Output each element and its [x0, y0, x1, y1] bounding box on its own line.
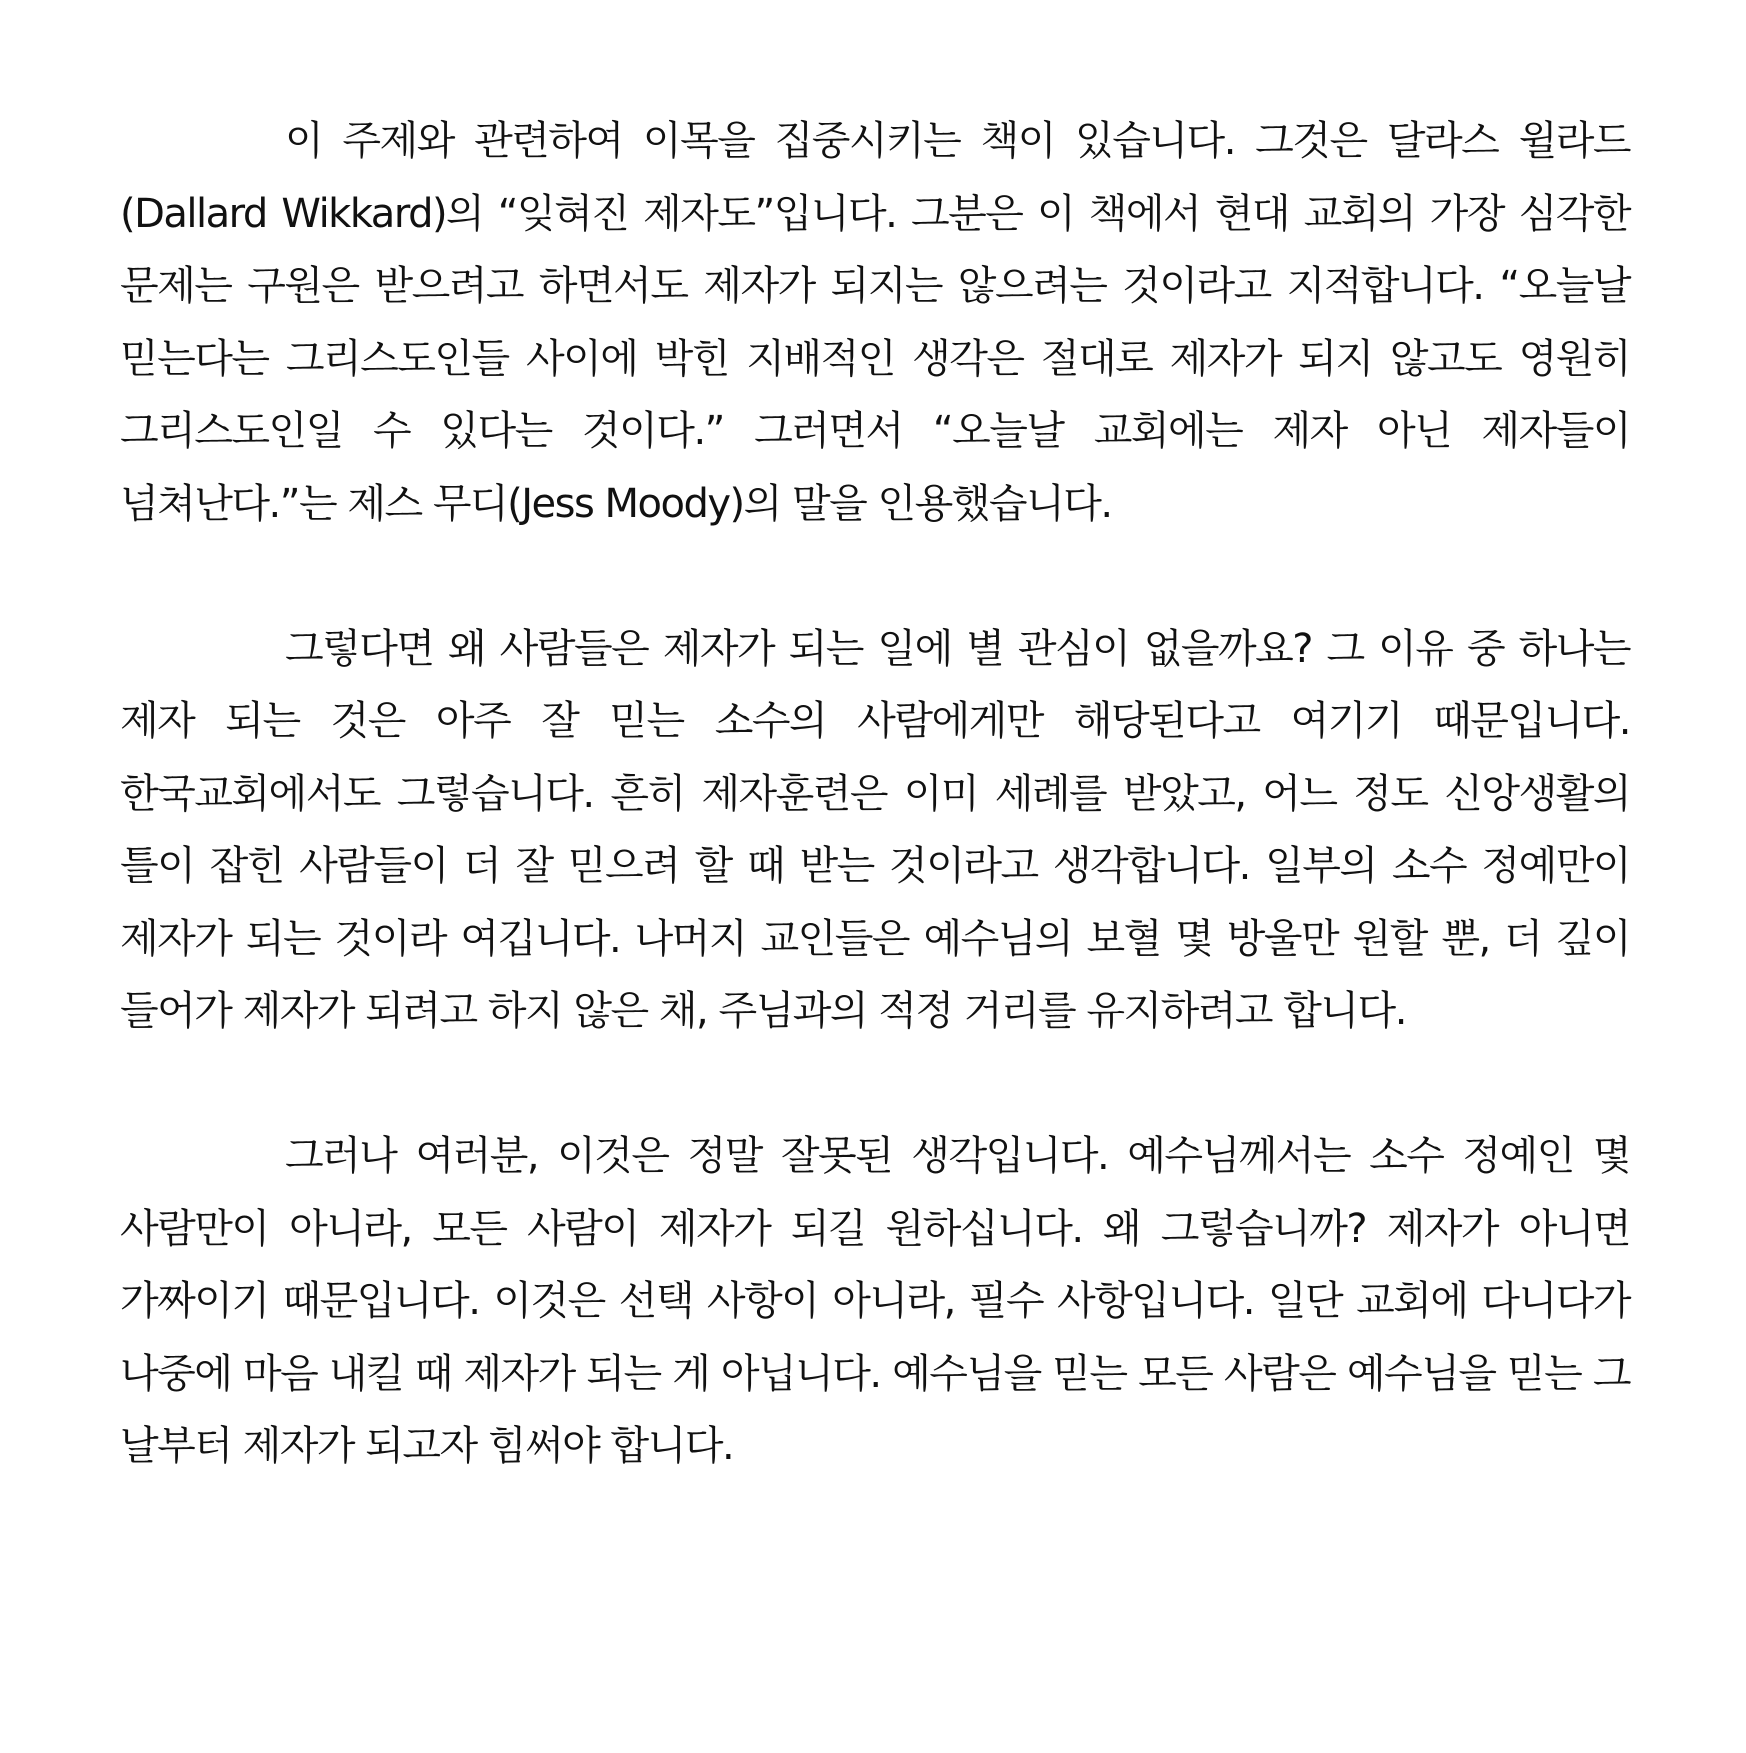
- document-page: [120, 105, 1630, 1483]
- paragraph-2: 그렇다면 왜 사람들은 제자가 되는 일에 별 관심이 없을까요? 그 이유 중 하나는 제자 되는 것은 아주 잘 믿는 소수의 사람에게만 해당된다고 여기기 때문입니다. 한국교회에서도 그렇습니다. 흔히 제자훈련은 이미 세례를 받았고, 어느 정도 신앙생활의 틀이 잡힌 사람들이 더 잘 믿으려 할 때 받는 것이라고 생각합니다. 일부의 소수 정예만이 제자가 되는 것이라 여깁니다. 나머지 교인들은 예수님의 보혈 몇 방울만 원할 뿐, 더 깊이 들어가 제자가 되려고 하지 않은 채, 주님과의 적정 거리를 유지하려고 합니다.: [120, 625, 1630, 1034]
- paragraph-3: 그러나 여러분, 이것은 정말 잘못된 생각입니다. 예수님께서는 소수 정예인 몇 사람만이 아니라, 모든 사람이 제자가 되길 원하십니다. 왜 그렇습니까? 제자가 아니면 가짜이기 때문입니다. 이것은 선택 사항이 아니라, 필수 사항입니다. 일단 교회에 다니다가 나중에 마음 내킬 때 제자가 되는 게 아닙니다. 예수님을 믿는 모든 사람은 예수님을 믿는 그 날부터 제자가 되고자 힘써야 합니다.: [120, 1133, 1630, 1469]
- paragraph-1: 이 주제와 관련하여 이목을 집중시키는 책이 있습니다. 그것은 달라스 윌라드(Dallard Wikkard)의 “잊혀진 제자도”입니다. 그분은 이 책에서 현대 교회의 가장 심각한 문제는 구원은 받으려고 하면서도 제자가 되지는 않으려는 것이라고 지적합니다. “오늘날 믿는다는 그리스도인들 사이에 박힌 지배적인 생각은 절대로 제자가 되지 않고도 영원히 그리스도인일 수 있다는 것이다.” 그러면서 “오늘날 교회에는 제자 아닌 제자들이 넘쳐난다.”는 제스 무디(Jess Moody)의 말을 인용했습니다.: [120, 118, 1630, 527]
